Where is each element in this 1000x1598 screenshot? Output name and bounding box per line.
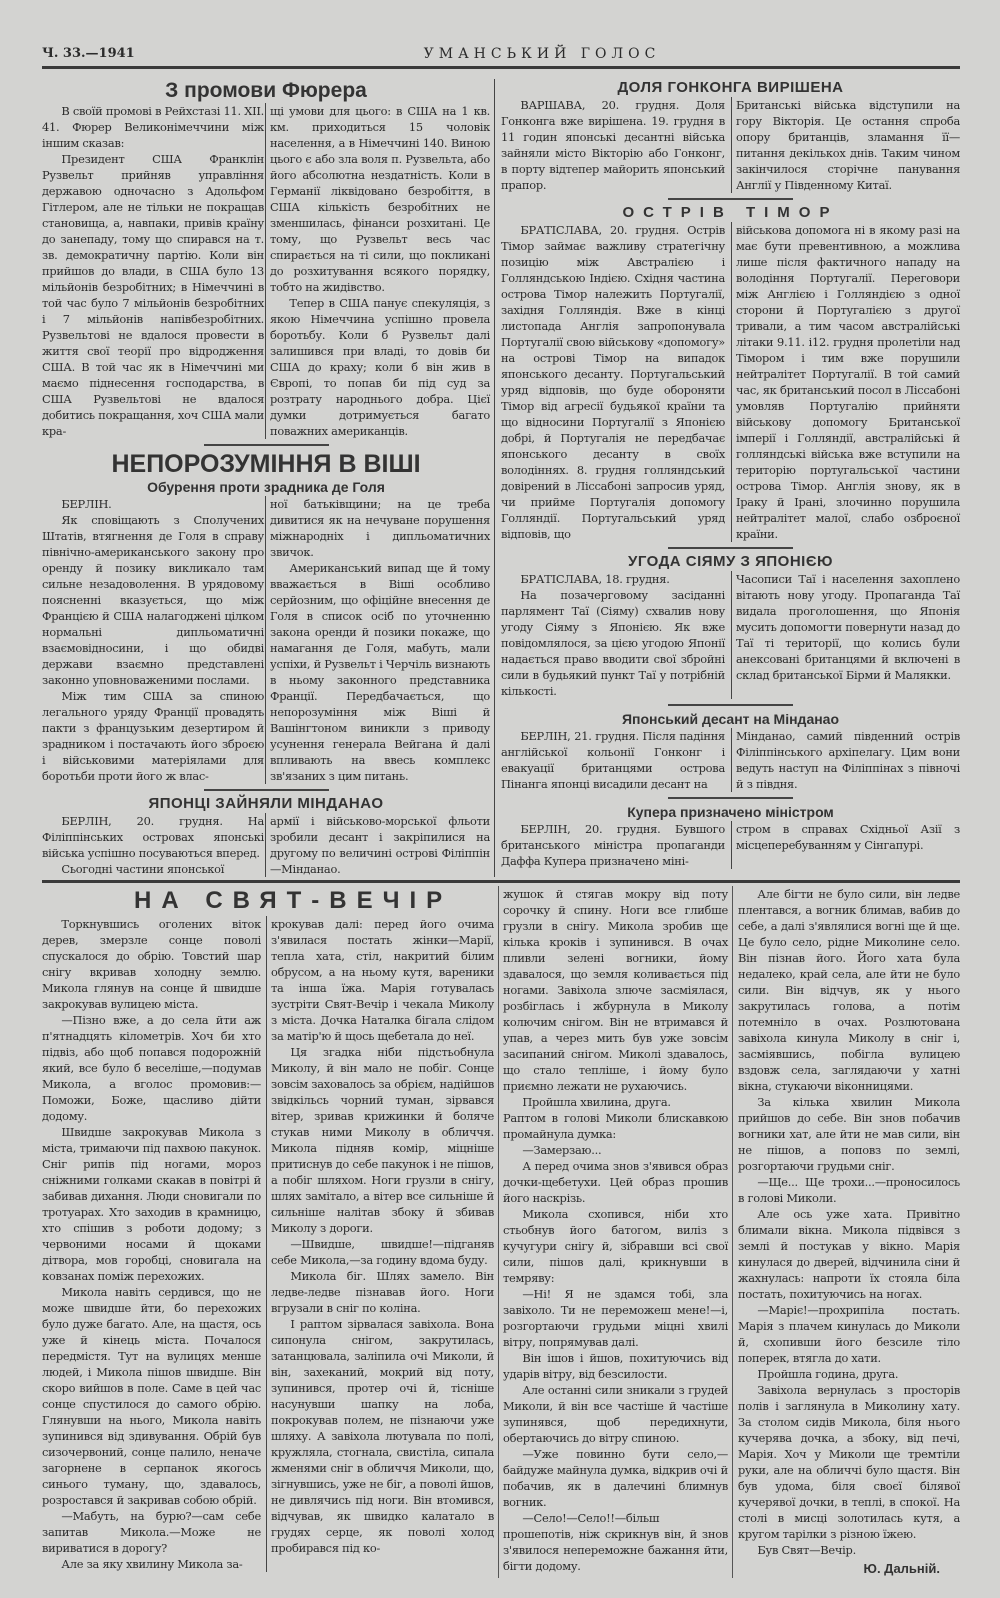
divider	[668, 198, 793, 200]
headline: Купера призначено міністром	[627, 804, 834, 820]
paragraph: Торкнувшись оголених віток дерев, змерзле сонце поволі спускалося до обрію. Товстий шар снігу вкривав холодну землю. Микола глянув на сонце й швидше закрокував вулицею міста.	[42, 917, 261, 1011]
paragraph: БЕРЛІН, 20. грудня. На Філіппінських островах японські війська успішно посуваються вперед.	[42, 814, 264, 860]
issue-number: Ч. 33.—1941	[42, 46, 135, 61]
paragraph: —Мабуть, на бурю?—сам себе запитав Микола.—Може не вириватися в дорогу?	[42, 1509, 261, 1555]
paragraph: Але бігти не було сили, він ледве плентався, а вогник блимав, вабив до себе, а далі з'являлися вогні ще й ще. Це було село, рідне Миколине село. Він пізнав його. Його хата була недалеко, край села, але йти не було сили. Він відчув, як у нього закрутилась голова, а потім потемніло в очах. Розлютована завіхола кинула Миколу в сніг і, засміявшись, побігла вулицею вздовж села, заглядаючи у хатні вікна, стукаючи віконницями.	[738, 887, 960, 1093]
story-column-1	[42, 916, 261, 1572]
headline: УГОДА СІЯМУ З ЯПОНІЄЮ	[627, 553, 833, 570]
headline: ДОЛЯ ГОНКОНГА ВИРІШЕНА	[617, 79, 844, 96]
paragraph: Микола схопився, ніби хто стьобнув його батогом, виліз з кучугури снігу й, зібравши всі свої сили, пішов далі, крикнувши в темряву:	[503, 1207, 728, 1285]
headline: ОСТРІВ ТІМОР	[622, 204, 839, 221]
paragraph: Президент США Франклін Рузвельт прийняв управління державою одночасно з Адольфом Гітлером, але не тільки не покращав становища, а, навпаки, привів країну до занепаду, тому що спирався на т. зв. демократичну партію. Коли він прийшов до влади, в США було 13 мільйонів безробітних; в Німеччині в той час було 7 мільйонів безробітних і 7 мільйонів напівбезробітних. Рузвельтові не вдалося провести в життя свої теорії про відродження США. В той час як в Німеччині ми маємо піднесення господарства, в США Рузвельтові не вдалося добитись покращання, хоч США мали кра-	[42, 152, 264, 438]
article-cooper	[501, 803, 960, 869]
paragraph: Пройшла хвилина, друга.	[522, 1095, 671, 1109]
article-fuhrer	[42, 79, 490, 439]
paragraph: Микола біг. Шлях замело. Він ледве-ледве пізнавав його. Ноги вгрузали в сніг по коліна.	[271, 1269, 494, 1315]
paragraph: Сьогодні частини японської	[61, 862, 225, 876]
paragraph: —Уже повинно бути село,—байдуже майнула думка, відкрив очі й побачив, як в далечині блимнув вогник.	[503, 1447, 728, 1509]
news-section	[42, 79, 960, 877]
paragraph: щі умови для цього: в США на 1 кв. км. приходиться 15 чоловік населення, а в Німеччині 140. Виною цього є або зла воля п. Рузвельта, або його абсолютна нездатність. Коли в Германії ліквідовано безробіття, в США кількість безробітних не зменшилась, фінанси розхитані. Це тому, що Рузвельт весь час спирається на ті сили, що покликані до розхитування всякого порядку, тобто на жидівство.	[270, 104, 490, 294]
article-mindanao	[42, 795, 490, 877]
paragraph: військова допомога ні в якому разі на має бути превентивною, а можлива лише після фактичного нападу на володіння Португалії. Переговори між Англією і Голляндією з одної сторони й Португалією з другої тривали, а тим часом австралійські літаки 9.11. і12. грудня пролетіли над Тімором і тим вже порушили нейтралітет Португалії. В той самий час, як британський посол в Ліссабоні умовляв Португалію прийняти військову допомогу Британської імперії і Голляндії, австралійські й голляндські війська вже вступили на територію португальської частини острова Тімор. Англія знову, як в Іраку й Ірані, злочинно порушила нейтралітет малої, слабо озброєної країни.	[736, 223, 960, 541]
paragraph: В своїй промові в Рейхстазі 11. XII. 41. Фюрер Великонімеччини між іншим сказав:	[42, 104, 264, 150]
paragraph: —Ще... Ще трохи...—проносилось в голові Миколи.	[738, 1175, 960, 1205]
paragraph: На позачерговому засіданні парлямент Таї (Сіяму) схвалив нову угоду Сіяму з Японією. Як вже повідомлялося, за цією угодою Японії надається право вводити свої збройні сили в будьякий пункт Таї у потрібній кількості.	[501, 588, 725, 698]
paragraph: Але за яку хвилину Микола за-	[61, 1557, 243, 1571]
divider	[668, 547, 793, 549]
newspaper-title: УМАНСЬКИЙ ГОЛОС	[423, 46, 661, 62]
paragraph: —Маріє!—прохрипіла постать. Марія з плачем кинулась до Миколи й, схопивши його безсиле тіло поперек, втягла до хати.	[738, 1303, 960, 1365]
paragraph: жушок й стягав мокру від поту сорочку й спину. Ноги все глибше грузли в снігу. Микола зробив ще кілька кроків і зупинився. В очах пливли зелені вогники, йому здавалося, що земля коливається під ногами. Завіхола злюче засміялася, розбіглась і жбурнула в Миколу колючим снігом. Він не втримався й упав, а через мить був уже зовсім засипаний снігом. Миколі здавалось, що стало тепліше, і йому було приємно лежати не рухаючись.	[503, 887, 728, 1093]
paragraph: БРАТІСЛАВА, 18. грудня.	[520, 572, 670, 586]
paragraph: БЕРЛІН, 21. грудня. Після падіння англійської кольонії Гонконг і евакуації британцями острова Пінанга японці висадили десант на	[501, 729, 725, 791]
article-vishi	[42, 450, 490, 784]
right-news-column	[495, 79, 960, 877]
paragraph: Раптом в голові Миколи блискавкою промайнула думка:	[503, 1111, 728, 1141]
paragraph: крокував далі: перед його очима з'явилася постать жінки—Марії, тепла хата, стіл, накритий білим обрусом, а на ньому кутя, вареники та інша їжа. Марія готувалась зустріти Свят-Вечір і чекала Миколу з міста. Дочка Наталка бігала слідом за матір'ю й щось щебетала до неї.	[271, 917, 494, 1043]
paragraph: армії і військово-морської фльоти зробили десант і закріпилися на другому по величині острові Філіппін—Мінданао.	[270, 814, 490, 876]
story-author: Ю. Дальній.	[863, 1561, 940, 1576]
paragraph: ної батьківщини; на це треба дивитися як на нечуване порушення міжнародніх і дипльоматичних звичок.	[270, 497, 490, 559]
paragraph: Завіхола вернулась з просторів полів і заглянула в Миколину хату. За столом сидів Микола, біля нього кучерява дочка, а збоку, від печі, Марія. Хоч у Миколи ще тремтіли руки, але на обличчі було щастя. Він був удома, біля своєї білявої кучерявої дочки, в теплі, в спокої. На столі в мисці золотилась кутя, а кругом тарілки з різною їжею.	[738, 1383, 960, 1541]
paragraph: Був Свят—Вечір.	[757, 1543, 856, 1557]
headline: З промови Фюрера	[165, 79, 367, 102]
divider	[204, 789, 329, 791]
story-column-2	[266, 916, 494, 1572]
masthead	[42, 46, 960, 64]
divider	[668, 797, 793, 799]
story-left-block	[42, 886, 494, 1578]
paragraph: —Замерзаю...	[522, 1143, 602, 1157]
paragraph: стром в справах Східньої Азії з місцеперебуванням у Сінгапурі.	[736, 822, 960, 852]
paragraph: Між тим США за спиною легального уряду Франції провадять пакти з французьким дезертиром й зрадником і постачають його зброєю і військовими матеріялами для боротьби проти його ж влас-	[42, 689, 264, 783]
article-timor	[501, 204, 960, 542]
divider	[204, 444, 329, 446]
paragraph: Він ішов і йшов, похитуючись від ударів вітру, від безсилости.	[503, 1351, 728, 1381]
paragraph: Швидше закрокував Микола з міста, тримаючи під пахвою пакунок. Сніг рипів під ногами, мороз сніжними голками скакав в повітрі й забивав дихання. Люди сновигали по тротуарах. Хто заходив в крамницю, хто спішив з роботи додому; з червоними носами й щоками дітвора, мов горобці, сновигала на ковзанах поміж перехожих.	[42, 1125, 261, 1283]
paragraph: Американський випад ще й тому вважається в Віші особливо серйозним, що офіційне внесення де Голя в список осіб по уточненню закона оренди й позики покаже, що намагання де Голя, мабуть, мали успіхи, й Рузвельт і Черчіль визнають в ньому законного представника Франції. Передбачається, що непорозуміння між Віші й Вашінгтоном виникли з приводу усунення генерала Вейгана й далі впливають на ввесь комплекс зв'язаних з цим питань.	[270, 561, 490, 783]
story	[42, 886, 960, 1578]
paragraph: БРАТІСЛАВА, 20. грудня. Острів Тімор займає важливу стратегічну позицію між Австралією і Голляндською Індією. Східня частина острова Тімор належить Португалії, західня Голляндія. Вже в кінці листопада Англія запропонувала Португалії свою військову «допомогу» на острові Тімор на випадок японського десанту. Португальський уряд відповів, що буде обороняти Тімор від агресії будьякої країни та що відносини Португалії з Японією добрі, й Португалія не передбачає японського десанту в своїх володіннях. 8. грудня голляндський довірений в Ліссабоні запросив уряд, чи прийме Португалія допомогу Голляндії. Португальський уряд відповів, що	[501, 223, 725, 541]
left-news-column	[42, 79, 495, 877]
paragraph: За кілька хвилин Микола прийшов до себе. Він знов побачив вогники хат, але йти не мав сили, він не пішов, а поповз по землі, розгортаючи грудьми сніг.	[738, 1095, 960, 1173]
article-siam	[501, 553, 960, 699]
paragraph: Тепер в США панує спекуляція, з якою Німеччина успішно провела боротьбу. Коли б Рузвельт далі залишився при владі, то довів би США до краху; коли б він жив в Європі, то попав би під суд за розтрату народнього добра. Цієї думки дотримується багато поважних американців.	[270, 296, 490, 438]
headline: ЯПОНЦІ ЗАЙНЯЛИ МІНДАНАО	[148, 795, 384, 812]
headline: Японський десант на Мінданао	[621, 711, 840, 727]
paragraph: Часописи Таї і населення захоплено вітають нову угоду. Пропаганда Таї видала проголошення, що Японія мусить допомогти повернути назад до Таї ті території, що колись були анексовані британцями й включені в склад британської Бірми й Малякки.	[736, 572, 960, 682]
paragraph: Мінданао, самий південний острів Філіппінського архіпелагу. Цим вони ведуть наступ на Філіппінах з півночі й з півдня.	[736, 729, 960, 791]
paragraph: І раптом зірвалася завіхола. Вона сипонула снігом, закрутилась, затанцювала, заліпила очі Миколи, й він, захеканий, мокрий від поту, зупинився, протер очі й, тісніше насунувши шапку на лоба, покрокував полем, не пізнаючи уже шляху. А завіхола лютувала по полі, кружляла, стогнала, свистіла, сипала жменями сніг в обличчя Миколи, що, зігнувшись, уже не біг, а поволі йшов, не дивлячись під ноги. Він втомився, відчував, як швидко калатало в грудях серце, як поволі холод пробирався під ко-	[271, 1317, 494, 1555]
paragraph: —Швидше, швидше!—підганяв себе Микола,—за годину вдома буду.	[271, 1237, 494, 1267]
article-hongkong	[501, 79, 960, 193]
paragraph: —Ні! Я не здамся тобі, зла завіхоло. Ти не переможеш мене!—і, розгортаючи грудьми міцні хвилі вітру, попрямував далі.	[503, 1287, 728, 1349]
paragraph: Микола навіть сердився, що не може швидше йти, бо перехожих було дуже багато. Але, на щастя, ось уже й кінець міста. Почалося передмістя. Тут на вулицях менше людей, і Микола пішов швидше. Він скоро вийшов в поле. Саме в цей час сонце спустилося до самого обрію. Глянувши на нього, Микола навіть зупинився від здивування. Обрій був сизочервоний, сонце палило, неначе загорнене в серпанок якогось синього туману, що, здавалось, розростався й закривав собою обрій.	[42, 1285, 261, 1507]
paragraph: БЕРЛІН, 20. грудня. Бувшого британського міністра пропаганди Даффа Купера призначено міні-	[501, 822, 725, 868]
paragraph: Ця згадка ніби підстьобнула Миколу, й він мало не побіг. Сонце зовсім заховалось за обрієм, надійшов звідкільсь чорний туман, зірвався вітер, зривав крижинки й боляче стукав ними Миколу в обличчя. Микола підняв комір, міцніше притиснув до себе пакунок і не пішов, а побіг шляхом. Ноги грузли в снігу, шлях замітало, а вітер все сильніше й сильніше налітав збоку й збивав Миколу з дороги.	[271, 1045, 494, 1235]
story-column-4	[732, 886, 960, 1578]
divider	[668, 704, 793, 706]
subheadline: Обурення проти зрадника де Голя	[147, 479, 385, 495]
paragraph: Британські війська відступили на гору Вікторія. Це остання спроба опору британців, зламання її—питання декількох днів. Таким чином закінчилося сторічне панування Англії у Південному Китаї.	[736, 98, 960, 192]
paragraph: Пройшла година, друга.	[757, 1367, 899, 1381]
paragraph: Як сповіщають з Сполучених Штатів, втягнення де Голя в справу північно-американського закону про оренду й позику викликало там сильне незадоволення. В урядовому поясненні вказується, що між Францією й США налагоджені цілком нормальні дипльоматичні взаємовідносини, і що обидві держави взаємно представлені законно уповноваженими послами.	[42, 513, 264, 687]
paragraph: ВАРШАВА, 20. грудня. Доля Гонконга вже вирішена. 19. грудня в 11 годин японські десантні війська зайняли місто Вікторію або Гонконг, в порту відтепер майорить японський прапор.	[501, 98, 725, 192]
masthead-rule	[42, 66, 960, 69]
paragraph: —Пізно вже, а до села йти аж п'ятнадцять кілометрів. Хоч би хто підвіз, або щоб попався подорожній який, все було б веселіше,—подумав Микола, а вголос промовив:—Поможи, Боже, щасливо дійти додому.	[42, 1013, 261, 1123]
section-rule	[42, 880, 960, 883]
headline: НЕПОРОЗУМІННЯ В ВІШІ	[111, 450, 421, 478]
paragraph: Але останні сили зникали з грудей Миколи, й він все частіше й частіше зупинявся, щоб передихнути, обертаючись до вітру спиною.	[503, 1383, 728, 1445]
paragraph: —Село!—Село!!—більш прошепотів, ніж скрикнув він, й знов з'явилося непереможне бажання йти, бігти додому.	[503, 1511, 728, 1573]
story-column-3	[498, 886, 732, 1578]
paragraph: А перед очима знов з'явився образ дочки-щебетухи. Цей образ прошив його наскрізь.	[503, 1159, 728, 1205]
article-desant	[501, 710, 960, 792]
paragraph: БЕРЛІН.	[61, 497, 112, 511]
story-title: НА СВЯТ-ВЕЧІР	[134, 887, 453, 914]
paragraph: Але ось уже хата. Привітно блимали вікна. Микола підвівся з землі й постукав у вікно. Марія кинулася до дверей, відчинила сіни й жахнулась: напроти їх стояла біла постать, похитуючись на ногах.	[738, 1207, 960, 1301]
